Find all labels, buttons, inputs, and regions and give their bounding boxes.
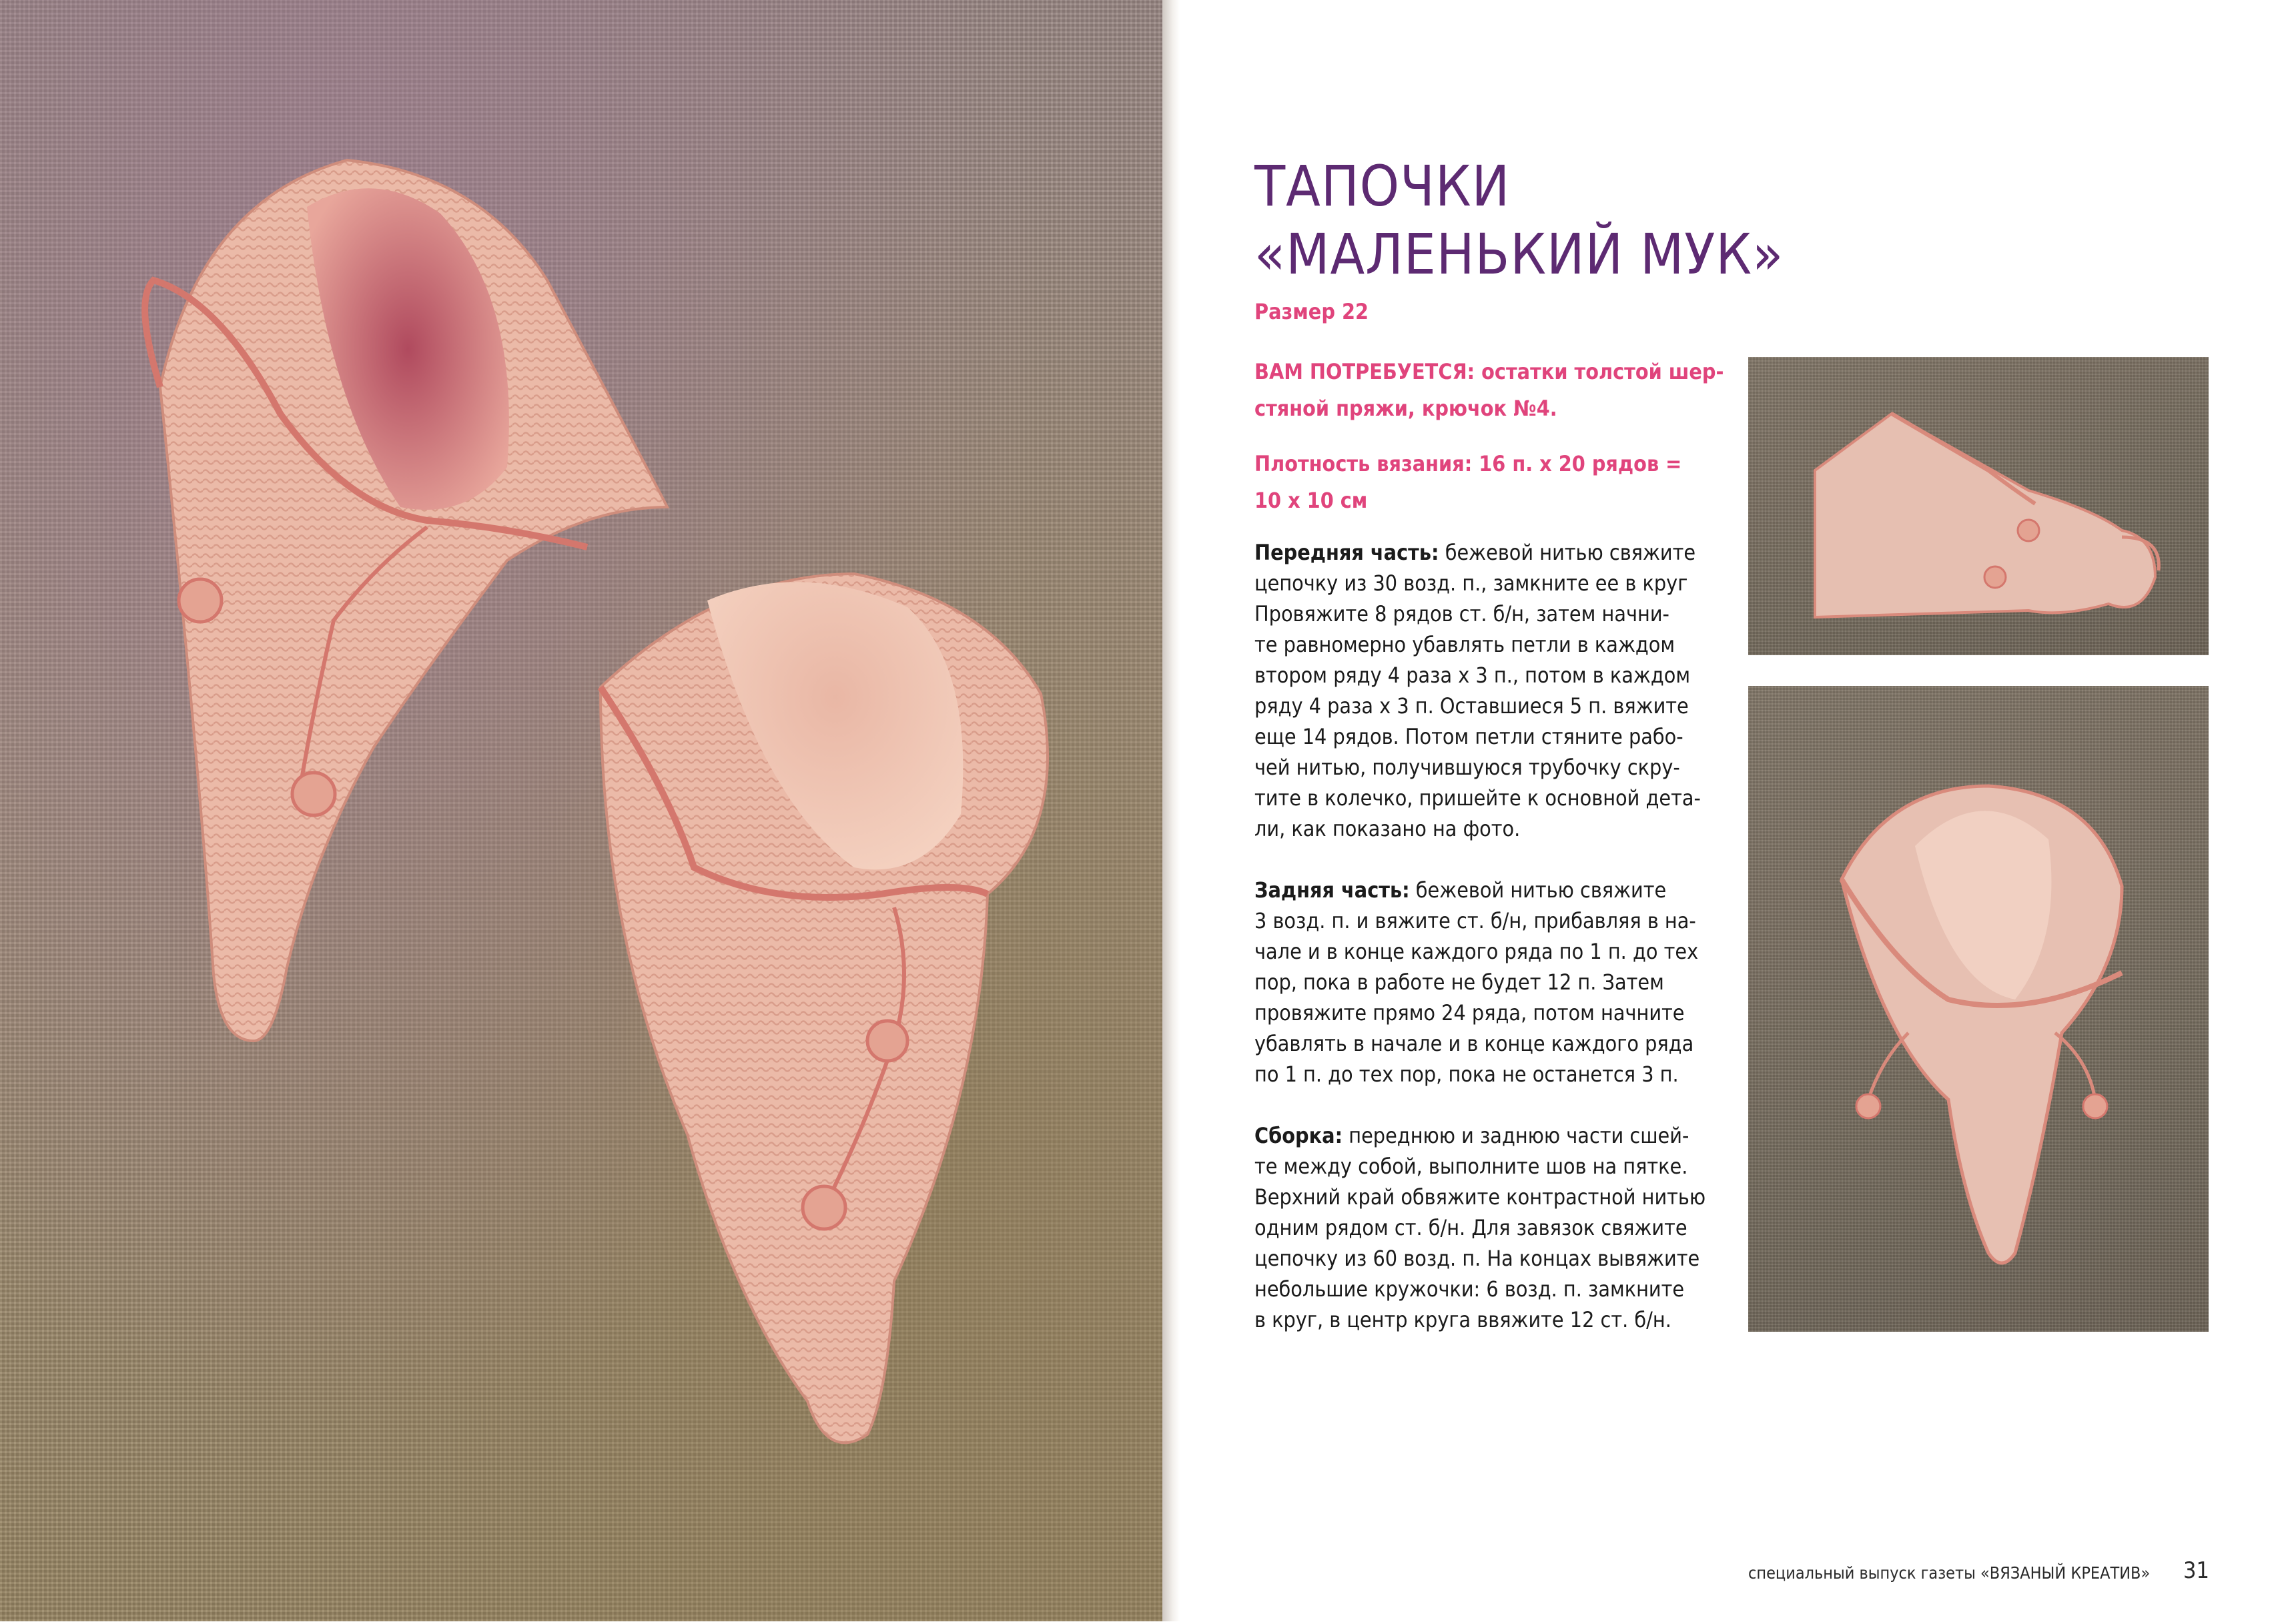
page-title bbox=[1254, 152, 1784, 288]
title-line-1: ТАПОЧКИ bbox=[1254, 153, 1511, 219]
section-front bbox=[1254, 537, 1722, 844]
magazine-footer: специальный выпуск газеты «ВЯЗАНЫЙ КРЕАТИВ» bbox=[1748, 1563, 2151, 1583]
slipper-top-view bbox=[1748, 686, 2209, 1332]
section-heading: Сборка: bbox=[1254, 1123, 1343, 1148]
page-number: 31 bbox=[2183, 1557, 2209, 1584]
slipper-side-view bbox=[1748, 357, 2209, 655]
section-heading: Задняя часть: bbox=[1254, 877, 1410, 903]
slipper-right bbox=[601, 574, 1048, 1443]
photo-top-view bbox=[1748, 686, 2209, 1332]
section-text: бежевой нитью свяжите 3 возд. п. и вяжите ст. б/н, прибавляя в на- чале и в конце каждого ряда по 1 п. до тех пор, пока в работе не будет 12 п. Затем провяжите прямо 24 ряда, потом начните убавлять в начале и в конце каждого ряда по 1 п. до тех пор, пока не останется 3 п. bbox=[1254, 877, 1699, 1087]
density-line-1: Плотность вязания: 16 п. х 20 рядов = bbox=[1254, 451, 1682, 476]
requirements-line-1: ВАМ ПОТРЕБУЕТСЯ: остатки толстой шер- bbox=[1254, 359, 1724, 384]
section-text: бежевой нитью свяжите цепочку из 30 возд. п., замкните ее в круг Провяжите 8 рядов ст. б/н, затем начни- те равномерно убавлять петли в каждом втором ряду 4 раза х 3 п., потом в каждом ряду 4 раза х 3 п. Оставшиеся 5 п. вяжите еще 14 рядов. Потом петли стяните рабо- чей нитью, получившуюся трубочку скру- тите в колечко, пришейте к основной дета- ли, как показано на фото. bbox=[1254, 540, 1701, 841]
size-label: Размер 22 bbox=[1254, 299, 1369, 324]
instructions bbox=[1254, 537, 1722, 1366]
section-heading: Передняя часть: bbox=[1254, 540, 1439, 565]
knitting-density bbox=[1254, 446, 1681, 519]
title-line-2: «МАЛЕНЬКИЙ МУК» bbox=[1254, 222, 1784, 287]
photo-side-view bbox=[1748, 357, 2209, 655]
slipper-left bbox=[145, 160, 667, 1041]
density-line-2: 10 х 10 см bbox=[1254, 488, 1368, 513]
page-spine bbox=[1162, 0, 1180, 1621]
section-text: переднюю и заднюю части сшей- те между собой, выполните шов на пятке. Верхний край обвяжите контрастной нитью одним рядом ст. б/н. Для завязок свяжите цепочку из 60 возд. п. На концах вывяжите небольшие кружочки: 6 возд. п. замкните в круг, в центр круга ввяжите 12 ст. б/н. bbox=[1254, 1123, 1706, 1332]
section-assembly bbox=[1254, 1120, 1722, 1335]
requirements bbox=[1254, 354, 1724, 427]
requirements-line-2: стяной пряжи, крючок №4. bbox=[1254, 396, 1557, 421]
section-back bbox=[1254, 875, 1722, 1090]
